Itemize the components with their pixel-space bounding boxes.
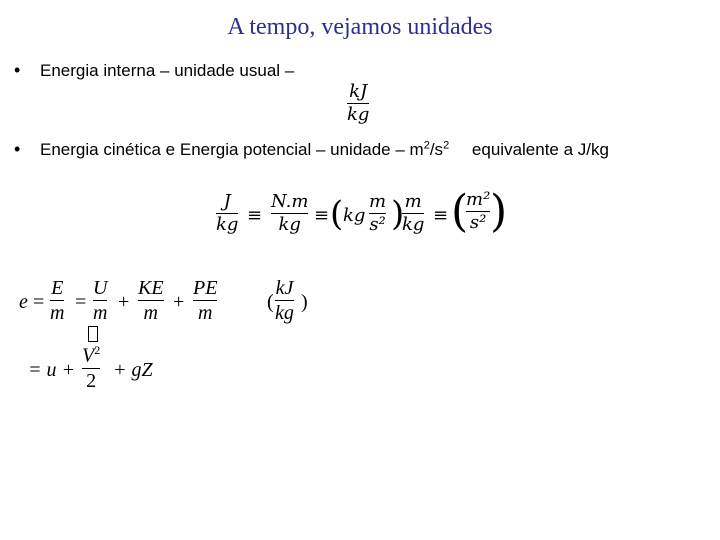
paren-open: ( <box>330 194 344 234</box>
paren-close: ) <box>490 186 508 237</box>
fraction-numerator: N.m <box>271 191 309 212</box>
equivalence-sign: ≡ <box>314 205 330 226</box>
fraction-numerator: J <box>223 191 231 212</box>
fraction-denominator: kg <box>275 302 294 324</box>
superscript: 2 <box>94 343 101 357</box>
symbol-v: V <box>82 344 95 367</box>
equals-sign: = <box>33 291 45 313</box>
bullet-text-equivalent: equivalente a J/kg <box>471 140 609 159</box>
plus-sign: + <box>118 291 130 313</box>
paren-close: ) <box>301 291 308 313</box>
fraction-numerator: m² <box>466 189 491 210</box>
missing-glyph-box <box>88 326 98 342</box>
fraction-numerator: kJ <box>349 81 368 102</box>
fraction-denominator: 2 <box>86 369 97 392</box>
fraction-numerator: PE <box>193 277 218 299</box>
fraction-denominator: kg <box>347 103 370 125</box>
fraction-numerator: m <box>369 191 387 212</box>
fraction-denominator: kg <box>402 213 425 235</box>
fraction-denominator: s² <box>469 211 487 233</box>
equals-sign: = <box>75 291 87 313</box>
fraction-numerator: U <box>93 277 108 299</box>
tail-gz-term: + gZ <box>113 359 153 381</box>
bullet-marker: • <box>14 60 21 80</box>
fraction-denominator: m <box>143 302 158 324</box>
fraction-numerator: m <box>404 191 422 212</box>
paren-open: ( <box>451 186 469 237</box>
fraction-denominator: s² <box>369 213 386 235</box>
bullet-text-main: Energia cinética e Energia potencial – unidade – m <box>40 140 424 159</box>
bullet-internal-energy: Energia interna – unidade usual – <box>40 61 295 80</box>
slide-title: A tempo, vejamos unidades <box>227 14 493 40</box>
plus-sign: + <box>173 291 185 313</box>
fraction-denominator: m <box>50 302 65 324</box>
fraction-numerator: kJ <box>275 277 294 299</box>
bullet-text-slash: /s <box>429 140 444 159</box>
kg-factor: kg <box>343 205 366 226</box>
fraction-numerator: E <box>51 277 64 299</box>
fraction-denominator: kg <box>278 213 301 235</box>
symbol-e: e <box>19 291 28 313</box>
fraction-bar <box>82 368 100 369</box>
fraction-denominator: m <box>93 302 108 324</box>
fraction-numerator: KE <box>138 277 164 299</box>
paren-close: ) <box>391 194 405 234</box>
equivalence-sign: ≡ <box>433 205 449 226</box>
superscript: 2 <box>443 139 450 152</box>
paren-open: ( <box>267 291 274 313</box>
fraction-v2-2 <box>82 344 100 392</box>
equivalence-sign: ≡ <box>247 205 263 226</box>
lead-u-term: = u + <box>28 359 75 381</box>
fraction-numerator <box>82 344 100 367</box>
superscript: 2 <box>423 139 430 152</box>
bullet-marker: • <box>14 139 21 159</box>
fraction-denominator: kg <box>216 213 239 235</box>
fraction-denominator: m <box>197 302 213 324</box>
